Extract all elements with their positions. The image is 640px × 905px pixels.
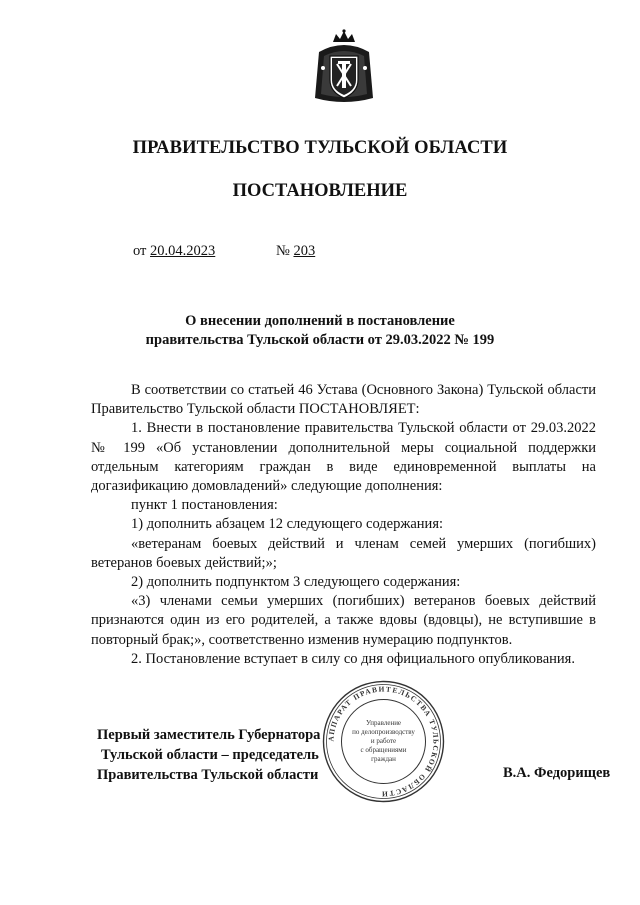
date-prefix: от <box>133 243 151 259</box>
subject-line-2: правительства Тульской области от 29.03.2022 № 199 <box>145 332 495 348</box>
signer-line-3: Правительства Тульской области <box>97 767 319 783</box>
number-value: 203 <box>293 243 316 259</box>
official-stamp <box>321 679 446 804</box>
paragraph: 2. Постановление вступает в силу со дня официального опубликования. <box>131 650 575 667</box>
stamp-line-2: по делопроизводству <box>352 728 415 736</box>
document-subject <box>0 312 640 350</box>
coat-of-arms-emblem <box>311 28 377 106</box>
signer-line-1: Первый заместитель Губернатора <box>97 727 321 743</box>
document-date <box>133 243 215 260</box>
paragraph: 1. Внести в постановление правительства Тульской области от 29.03.2022 № 199 «Об установлении дополнительной меры социальной поддержки отдельным категориям граждан в виде единовременной выплаты на догазификацию домовладений» следующие дополнения: <box>91 420 596 495</box>
signer-position <box>97 725 320 785</box>
stamp-line-5: граждан <box>371 755 396 763</box>
stamp-line-4: с обращениями <box>360 746 407 754</box>
document-body <box>91 381 596 669</box>
stamp-ring-text: АППАРАТ ПРАВИТЕЛЬСТВА ТУЛЬСКОЙ ОБЛАСТИ <box>326 684 441 799</box>
paragraph: пункт 1 постановления: <box>131 497 278 514</box>
paragraph: «ветеранам боевых действий и членам семей умерших (погибших) ветеранов боевых действий;»; <box>91 535 596 571</box>
stamp-line-3: и работе <box>370 737 397 745</box>
number-prefix: № <box>276 243 294 259</box>
signer-line-2: Тульской области – председатель <box>101 747 319 763</box>
document-number <box>276 243 315 260</box>
paragraph: 1) дополнить абзацем 12 следующего содержания: <box>131 516 444 533</box>
signer-name: В.А. Федорищев <box>503 765 611 781</box>
date-value: 20.04.2023 <box>150 243 216 259</box>
paragraph: «3) членами семьи умерших (погибших) ветеранов боевых действий признаются один из его родителей, а также вдовы (вдовцы), не вступившие в повторный брак;», соответственно изменив нумерацию подпунктов. <box>91 593 596 648</box>
organization-title: ПРАВИТЕЛЬСТВО ТУЛЬСКОЙ ОБЛАСТИ <box>132 138 508 158</box>
document-type-title: ПОСТАНОВЛЕНИЕ <box>232 181 408 201</box>
stamp-line-1: Управление <box>365 719 402 727</box>
paragraph: 2) дополнить подпунктом 3 следующего содержания: <box>131 574 461 591</box>
subject-line-1: О внесении дополнений в постановление <box>185 313 455 329</box>
paragraph: В соответствии со статьей 46 Устава (Основного Закона) Тульской области Правительство Тульской области ПОСТАНОВЛЯЕТ: <box>91 382 596 418</box>
